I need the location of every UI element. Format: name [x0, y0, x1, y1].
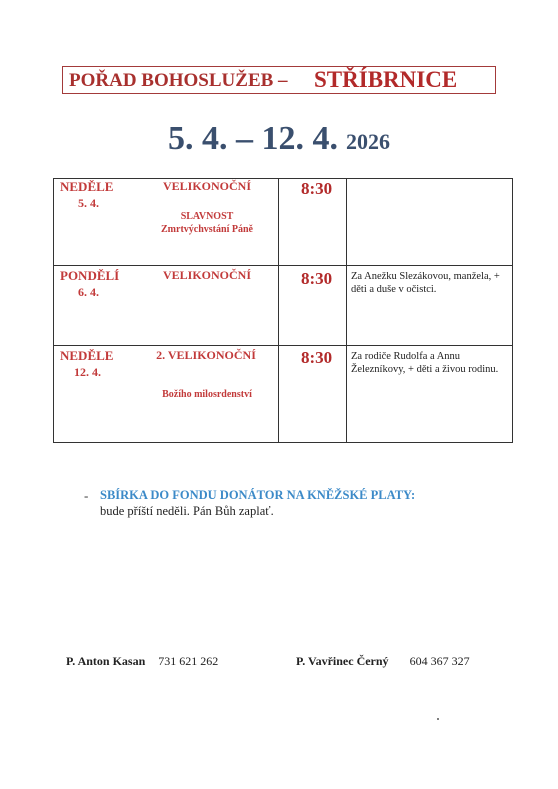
contact-name: P. Anton Kasan: [66, 654, 146, 668]
day-cell: [54, 266, 279, 346]
day-name: PONDĚLÍ: [60, 268, 120, 283]
intention-cell: [347, 346, 513, 443]
mass-time: 8:30: [301, 179, 333, 198]
mass-time: 8:30: [301, 348, 333, 367]
contact-phone: 731 621 262: [158, 654, 219, 668]
mass-intention: Za Anežku Slezákovou, manžela, + děti a duše v očistci.: [351, 271, 500, 295]
day-cell: [54, 346, 279, 443]
feast-name: 2. VELIKONOČNÍ: [156, 348, 256, 362]
title-box: [62, 66, 496, 94]
day-name: NEDĚLE: [60, 179, 114, 194]
feast-subtitle: Božího milosrdenství: [162, 389, 252, 400]
schedule-row: [54, 179, 513, 266]
time-cell: [279, 179, 347, 266]
schedule-table: [53, 178, 513, 443]
day-date: 12. 4.: [74, 365, 101, 379]
announcement-text: bude příští neděli. Pán Bůh zaplať.: [100, 504, 274, 518]
speck: [437, 718, 439, 720]
contact-1: [66, 654, 218, 669]
time-cell: [279, 346, 347, 443]
announcement-heading: SBÍRKA DO FONDU DONÁTOR NA KNĚŽSKÉ PLATY:: [100, 488, 416, 502]
time-cell: [279, 266, 347, 346]
day-date: 6. 4.: [78, 285, 99, 299]
mass-time: 8:30: [301, 269, 333, 288]
contact-name: P. Vavřinec Černý: [296, 654, 389, 668]
intention-cell: [347, 266, 513, 346]
mass-intention: Za rodiče Rudolfa a Annu Železníkovy, + děti a živou rodinu.: [351, 351, 499, 375]
contact-phone: 604 367 327: [409, 654, 470, 668]
feast-subtitle: SLAVNOST: [180, 211, 234, 222]
feast-name: VELIKONOČNÍ: [162, 268, 251, 282]
intention-cell: [347, 179, 513, 266]
day-name: NEDĚLE: [60, 348, 114, 363]
feast-subtitle-2: Zmrtvýchvstání Páně: [161, 224, 253, 235]
schedule-row: [54, 266, 513, 346]
bullet-dash: -: [84, 488, 89, 503]
title-place: STŘÍBRNICE: [314, 67, 458, 92]
feast-name: VELIKONOČNÍ: [162, 179, 251, 193]
date-range: 5. 4. – 12. 4.: [168, 120, 338, 157]
schedule-row: [54, 346, 513, 443]
day-date: 5. 4.: [78, 196, 99, 210]
date-range-heading: [0, 120, 558, 158]
day-cell: [54, 179, 279, 266]
year: 2026: [346, 129, 390, 154]
title-prefix: POŘAD BOHOSLUŽEB –: [69, 70, 288, 91]
contact-2: [296, 654, 470, 669]
